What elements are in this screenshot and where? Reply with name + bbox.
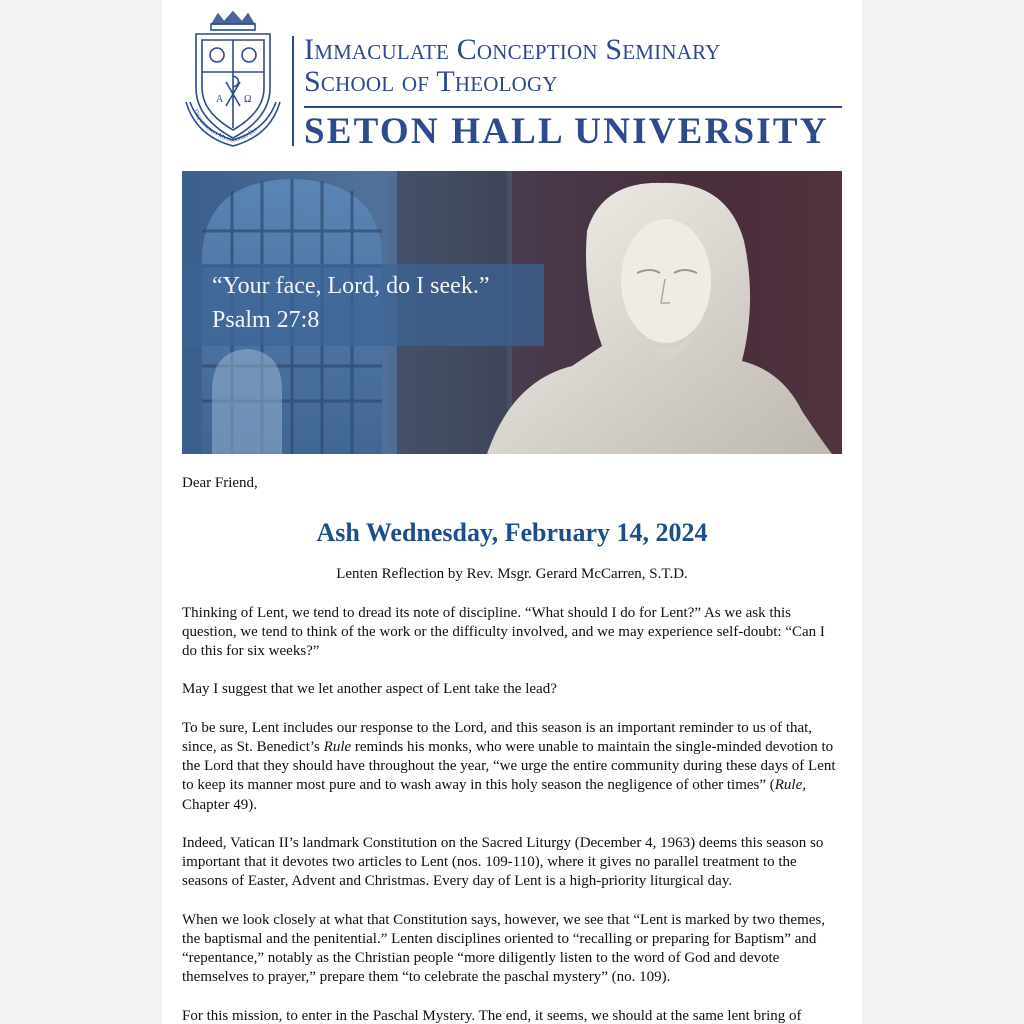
seminary-crest-logo [182, 10, 284, 148]
university-name: SETON HALL UNIVERSITY [304, 111, 829, 152]
letter-body [182, 474, 842, 1024]
crest-alpha-letter: A [216, 94, 224, 105]
rule-citation-italic: Rule, [774, 777, 807, 794]
seminary-name: Immaculate Conception Seminary [304, 33, 721, 66]
header-vertical-rule [292, 36, 294, 146]
hero-banner [182, 171, 842, 454]
paragraph-2: May I suggest that we let another aspect of Lent take the lead? [182, 681, 557, 698]
seminary-header [182, 10, 842, 150]
paragraph-3 [182, 719, 842, 815]
scripture-citation: Psalm 27:8 [212, 307, 320, 333]
paragraph-1: Thinking of Lent, we tend to dread its note of discipline. “What should I do for Lent?” As we ask this question, we tend to think of the work or the difficulty involved, and we may experience self-doubt: “Can I do this for six weeks?” [182, 604, 825, 659]
header-horizontal-rule [304, 106, 842, 108]
paragraph-4: Indeed, Vatican II’s landmark Constitution on the Sacred Liturgy (December 4, 1963) deems this season so important that it devotes two articles to Lent (nos. 109-110), where it gives no parallel treatment to the seasons of Easter, Advent and Christmas. Every day of Lent is a high-priority liturgical day. [182, 834, 824, 890]
rule-title-italic: Rule [323, 738, 352, 755]
paragraph-3-text-c: Chapter 49). [182, 796, 257, 813]
school-name: School of Theology [304, 65, 558, 98]
letter-byline: Lenten Reflection by Rev. Msgr. Gerard McCarren, S.T.D. [336, 566, 688, 583]
crest-motto: Dispensatores Mysteriorum Dei [191, 108, 259, 145]
letter-title: Ash Wednesday, February 14, 2024 [316, 518, 708, 548]
quote-box [182, 264, 544, 346]
email-page [162, 0, 862, 1024]
paragraph-5: When we look closely at what that Constitution says, however, we see that “Lent is marked by two themes, the baptismal and the penitential.” Lenten disciplines oriented to “recalling or preparing for Baptism” and “repentance,” notably as the Christian people “more diligently listen to the word of God and devote themselves to prayer,” prepare them “to celebrate the paschal mystery” (no. 109). [182, 911, 825, 986]
crest-omega-letter: Ω [244, 94, 252, 105]
greeting: Dear Friend, [182, 475, 258, 491]
scripture-quote: “Your face, Lord, do I seek.” [212, 273, 490, 299]
paragraph-6: For this mission, to enter in the Paschal Mystery. The end, it seems, we should at the same lent bring of [182, 1007, 802, 1024]
paragraph-3-text-a: To be sure, Lent includes our response to the Lord, and this season is an important reminder to us of that, since, as St. Benedict’s [182, 719, 813, 755]
paragraph-3-text-b: reminds his monks, who were unable to maintain the single-minded devotion to the Lord that they should have throughout the year, “we urge the entire community during these days of Lent to keep its manner most pure and to wash away in this holy season the negligence of other times” ( [182, 738, 836, 794]
